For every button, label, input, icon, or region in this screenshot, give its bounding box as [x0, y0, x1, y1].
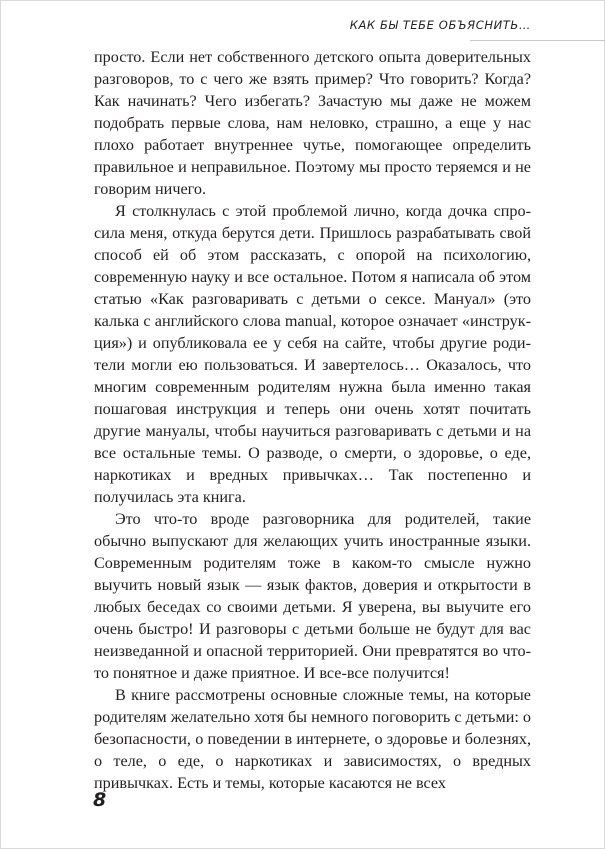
header-rule: [470, 40, 605, 41]
paragraph-2: Я столкнулась с этой проблемой лично, когда дочка спросила меня, откуда берутся дети. Пришлось разрабатывать свой способ ей об этом рассказать, с опорой на психологию, современную науку и все остальное. Потом я написала об этом статью «Как разговаривать с детьми о сексе. Мануал» (это калька с английского слова manual, которое означает «инструкция») и опубликовала ее у себя на сайте, чтобы другие родители могли ею пользоваться. И завертелось… Оказалось, что многим современным родителям нужна была именно такая пошаговая инструкция и теперь они очень хотят почитать другие мануалы, чтобы научиться разговаривать с детьми и на все остальные темы. О разводе, о смерти, о здоровье, о еде, наркотиках и вредных привычках… Так постепенно и получилась эта книга.: [94, 202, 531, 506]
paragraph-1: просто. Если нет собственного детского опыта доверительных разговоров, то с чего же взять пример? Что говорить? Когда? Как начинать? Чего избегать? Зачастую мы даже не можем подобрать первые слова, нам неловко, страшно, а еще у нас плохо работает внутреннее чутье, помогающее определить правильное и неправильное. Поэтому мы просто теряемся и не говорим ничего.: [94, 48, 531, 198]
paragraph-3: Это что-то вроде разговорника для родителей, такие обычно выпускают для желающих учить иностранные языки. Современным родителям тоже в каком-то смысле нужно выучить новый язык — язык фактов, доверия и открытости в любых беседах со своими детьми. Я уверена, вы выучите его очень быстро! И разговоры с детьми больше не будут для вас неизведанной и опасной территорией. Они превратятся во что-то понятное и даже приятное. И все-все получится!: [94, 510, 531, 682]
running-head: КАК БЫ ТЕБЕ ОБЪЯСНИТЬ…: [349, 18, 531, 32]
page-number: 8: [93, 789, 107, 811]
body-text: [94, 46, 531, 794]
paragraph-4: В книге рассмотрены основные сложные темы, на которые родителям желательно хотя бы немного поговорить с детьми: о безопасности, о поведении в интернете, о здоровье и болезнях, о теле, о еде, о наркотиках и зависимостях, о вредных привычках. Есть и темы, которые касаются не всех: [94, 686, 531, 792]
